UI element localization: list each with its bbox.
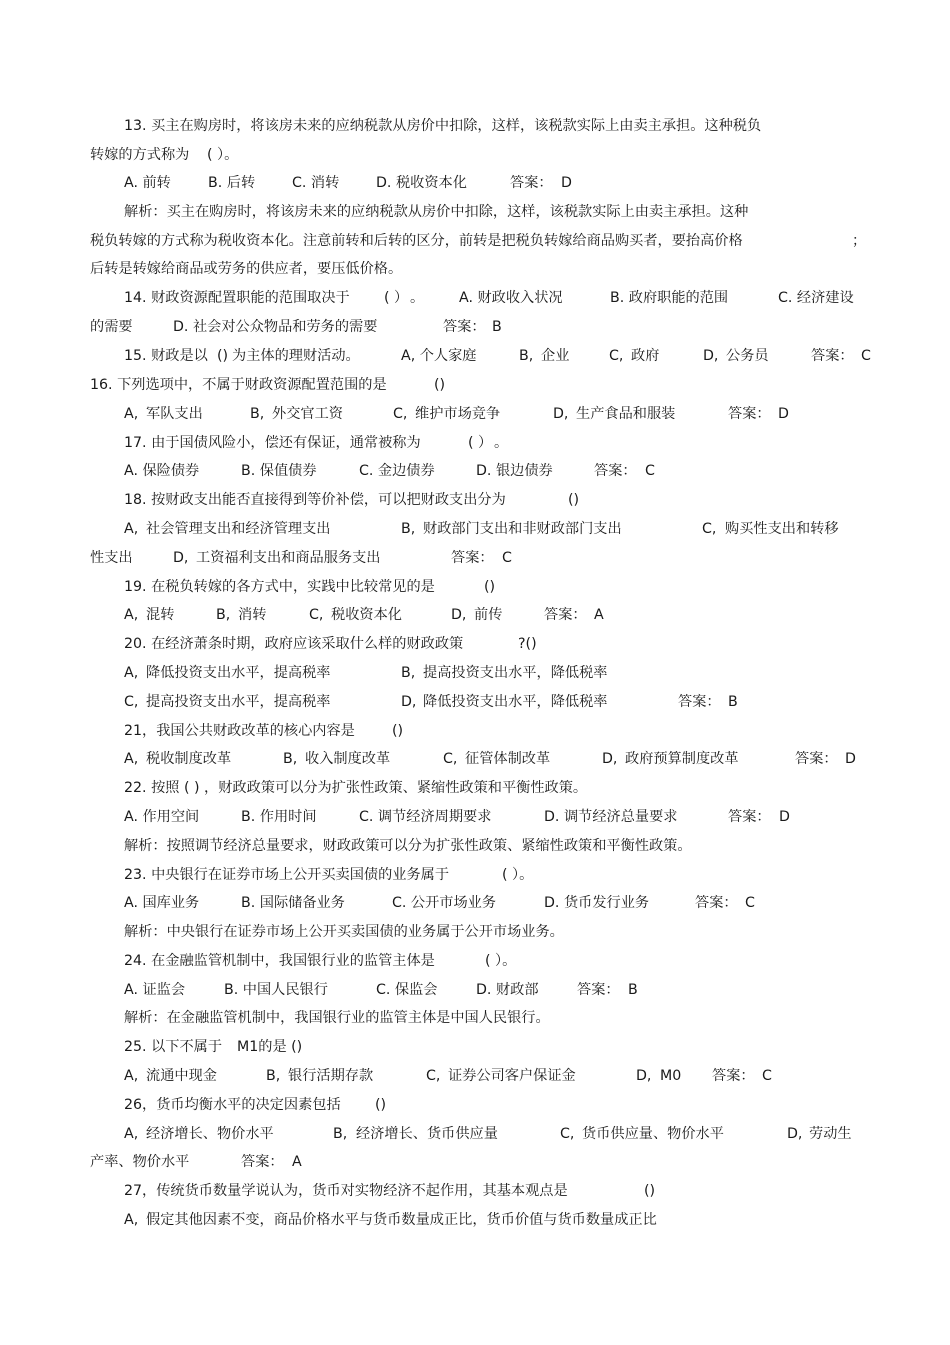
option-text: 工资福利支出和商品服务支出 [196, 550, 381, 566]
text-segment: 解析：按照调节经济总量要求，财政政策可以分为扩张性政策、紧缩性政策和平衡性政策。 [124, 838, 692, 854]
option-text: C. 调节经济周期要求 [359, 809, 492, 825]
option-letter: A, [124, 406, 139, 422]
option-text: A. 保险债券 [124, 463, 200, 479]
text-segment: 26，货币均衡水平的决定因素包括 [124, 1097, 341, 1113]
answer-label: 答案： [544, 607, 587, 623]
option-text: B. 中国人民银行 [224, 982, 328, 998]
option-text: 征管体制改革 [465, 751, 551, 767]
option-text: 政府 [631, 348, 660, 364]
option-letter: B, [401, 521, 416, 537]
option-text: 外交官工资 [272, 406, 343, 422]
text-segment: 性支出 [90, 550, 133, 566]
answer-value: B [492, 319, 502, 335]
option-text: 银行活期存款 [288, 1068, 374, 1084]
option-text: D. 货币发行业务 [544, 895, 650, 911]
answer-value: D [779, 809, 790, 825]
option-text: 提高投资支出水平，提高税率 [146, 694, 331, 710]
text-segment: 转嫁的方式称为 [90, 147, 190, 163]
text-segment: 16. 下列选项中，不属于财政资源配置范围的是 [90, 377, 387, 393]
option-text: 前传 [474, 607, 503, 623]
text-segment: ，财政政策可以分为扩张性政策、紧缩性政策和平衡性政策。 [204, 780, 588, 796]
answer-value: C [502, 550, 512, 566]
answer-label: 答案： [241, 1154, 284, 1170]
text-segment: () [392, 723, 404, 739]
option-letter: C, [393, 406, 408, 422]
answer-value: B [628, 982, 638, 998]
text-segment: 20. 在经济萧条时期，政府应该采取什么样的财政政策 [124, 636, 464, 652]
option-letter: B, [250, 406, 265, 422]
text-segment: ?() [518, 636, 537, 652]
option-text: 经济增长、货币供应量 [356, 1126, 498, 1142]
text-segment: 税负转嫁的方式称为税收资本化。注意前转和后转的区分，前转是把税负转嫁给商品购买者，要抬高价格 [90, 233, 743, 249]
answer-label: 答案： [510, 175, 553, 191]
answer-value: D [778, 406, 789, 422]
text-segment: ( ）。 [485, 953, 517, 969]
answer-value: C [745, 895, 755, 911]
option-text: D. 税收资本化 [376, 175, 467, 191]
option-letter: D, [787, 1126, 803, 1142]
option-text: B. 保值债券 [241, 463, 317, 479]
answer-label: 答案： [577, 982, 620, 998]
text-segment: 19. 在税负转嫁的各方式中，实践中比较常见的是 [124, 579, 435, 595]
text-segment: ( ）。 [502, 867, 534, 883]
option-text: 混转 [146, 607, 175, 623]
answer-label: 答案： [712, 1068, 755, 1084]
option-text: 劳动生 [809, 1126, 852, 1142]
option-text: C. 消转 [292, 175, 340, 191]
option-letter: C, [309, 607, 324, 623]
option-text: 假定其他因素不变，商品价格水平与货币数量成正比，货币价值与货币数量成正比 [146, 1212, 657, 1228]
answer-label: 答案： [594, 463, 637, 479]
option-letter: A, [124, 665, 139, 681]
option-text: D. 银边债券 [476, 463, 553, 479]
option-text: 社会管理支出和经济管理支出 [146, 521, 331, 537]
text-segment: 24. 在金融监管机制中，我国银行业的监管主体是 [124, 953, 435, 969]
option-text: M0 [660, 1068, 682, 1084]
option-text: C. 金边债券 [359, 463, 435, 479]
option-text: A. 国库业务 [124, 895, 200, 911]
answer-value: D [845, 751, 856, 767]
text-segment: 后转是转嫁给商品或劳务的供应者，要压低价格。 [90, 261, 403, 277]
text-segment: 17. 由于国债风险小，偿还有保证，通常被称为 [124, 435, 421, 451]
option-text: 企业 [541, 348, 570, 364]
text-segment: 为主体的理财活动。 [232, 348, 360, 364]
answer-value: C [762, 1068, 772, 1084]
option-text: 军队支出 [146, 406, 203, 422]
text-segment: 13. 买主在购房时，将该房未来的应纳税款从房价中扣除，这样，该税款实际上由卖主承担。这种税负 [124, 118, 762, 134]
answer-value: C [645, 463, 655, 479]
text-segment: ( ） [468, 435, 493, 451]
option-letter: A, [124, 1068, 139, 1084]
answer-value: D [561, 175, 572, 191]
option-text: 收入制度改革 [305, 751, 391, 767]
option-letter: C, [124, 694, 139, 710]
option-text: A, 个人家庭 [401, 348, 477, 364]
option-letter: C, [609, 348, 624, 364]
text-segment: 解析：中央银行在证券市场上公开买卖国债的业务属于公开市场业务。 [124, 924, 564, 940]
option-letter: B, [401, 665, 416, 681]
option-letter: C, [560, 1126, 575, 1142]
option-letter: B, [266, 1068, 281, 1084]
option-text: 降低投资支出水平，降低税率 [423, 694, 608, 710]
text-segment: () [484, 579, 496, 595]
text-segment: () [375, 1097, 387, 1113]
option-letter: D, [553, 406, 569, 422]
answer-label: 答案： [451, 550, 494, 566]
option-letter: B, [333, 1126, 348, 1142]
option-text: 生产食品和服装 [576, 406, 676, 422]
text-segment: 21，我国公共财政改革的核心内容是 [124, 723, 355, 739]
text-segment: () [644, 1183, 656, 1199]
option-text: A. 前转 [124, 175, 171, 191]
answer-label: 答案： [795, 751, 838, 767]
option-text: B. 政府职能的范围 [610, 290, 729, 306]
option-text: C. 公开市场业务 [392, 895, 497, 911]
option-text: 财政部门支出和非财政部门支出 [423, 521, 622, 537]
text-segment: ( ） [384, 290, 409, 306]
option-text: B. 后转 [208, 175, 256, 191]
option-text: D. 社会对公众物品和劳务的需要 [173, 319, 378, 335]
option-letter: C, [702, 521, 717, 537]
option-letter: A, [124, 607, 139, 623]
option-letter: D, [173, 550, 189, 566]
answer-label: 答案： [728, 406, 771, 422]
option-text: 证券公司客户保证金 [448, 1068, 576, 1084]
option-text: A. 财政收入状况 [459, 290, 563, 306]
option-text: 公务员 [726, 348, 769, 364]
text-segment: M1的是 () [237, 1039, 303, 1055]
option-text: 提高投资支出水平，降低税率 [423, 665, 608, 681]
answer-label: 答案： [695, 895, 738, 911]
option-letter: D, [602, 751, 618, 767]
text-segment: 解析：在金融监管机制中，我国银行业的监管主体是中国人民银行。 [124, 1010, 550, 1026]
text-segment: 22. 按照 ( ) [124, 780, 200, 796]
option-letter: B, [283, 751, 298, 767]
text-segment: 18. 按财政支出能否直接得到等价补偿，可以把财政支出分为 [124, 492, 506, 508]
option-text: 维护市场竞争 [415, 406, 501, 422]
answer-value: C [861, 348, 871, 364]
answer-label: 答案： [678, 694, 721, 710]
answer-value: A [594, 607, 604, 623]
text-segment: 27，传统货币数量学说认为，货币对实物经济不起作用，其基本观点是 [124, 1183, 568, 1199]
text-segment: 。 [410, 290, 425, 306]
answer-label: 答案： [443, 319, 486, 335]
answer-label: 答案： [728, 809, 771, 825]
text-segment: () [217, 348, 229, 364]
text-segment: () [434, 377, 446, 393]
text-segment: 解析：买主在购房时，将该房未来的应纳税款从房价中扣除，这样，该税款实际上由卖主承担。这种 [124, 204, 749, 220]
option-letter: B, [216, 607, 231, 623]
option-text: C. 保监会 [376, 982, 438, 998]
option-text: 货币供应量、物价水平 [582, 1126, 724, 1142]
option-letter: C, [426, 1068, 441, 1084]
option-text: 流通中现金 [146, 1068, 217, 1084]
text-segment: ( ）。 [207, 147, 239, 163]
option-letter: D, [401, 694, 417, 710]
option-text: 购买性支出和转移 [725, 521, 839, 537]
text-segment: 的需要 [90, 319, 133, 335]
text-segment: ； [852, 233, 867, 249]
answer-value: A [292, 1154, 302, 1170]
option-letter: A, [124, 751, 139, 767]
text-segment: 23. 中央银行在证券市场上公开买卖国债的业务属于 [124, 867, 450, 883]
option-text: B. 国际储备业务 [241, 895, 345, 911]
text-segment: 14. 财政资源配置职能的范围取决于 [124, 290, 350, 306]
answer-label: 答案： [811, 348, 854, 364]
option-letter: D, [703, 348, 719, 364]
option-letter: A, [124, 1212, 139, 1228]
option-letter: B, [519, 348, 534, 364]
option-text: B. 作用时间 [241, 809, 317, 825]
option-text: 经济增长、物价水平 [146, 1126, 274, 1142]
option-text: D. 调节经济总量要求 [544, 809, 678, 825]
option-text: 政府预算制度改革 [625, 751, 739, 767]
text-segment: () [568, 492, 580, 508]
option-text: D. 财政部 [476, 982, 539, 998]
option-letter: D, [451, 607, 467, 623]
option-text: 税收资本化 [331, 607, 402, 623]
option-letter: A, [124, 521, 139, 537]
text-segment: 。 [494, 435, 509, 451]
option-text: A. 证监会 [124, 982, 186, 998]
text-segment: 产率、物价水平 [90, 1154, 190, 1170]
option-letter: A, [124, 1126, 139, 1142]
option-letter: D, [636, 1068, 652, 1084]
option-text: A. 作用空间 [124, 809, 200, 825]
text-segment: 15. 财政是以 [124, 348, 208, 364]
text-segment: 25. 以下不属于 [124, 1039, 223, 1055]
option-text: 降低投资支出水平，提高税率 [146, 665, 331, 681]
option-text: 消转 [238, 607, 267, 623]
option-text: 税收制度改革 [146, 751, 232, 767]
answer-value: B [728, 694, 738, 710]
option-text: C. 经济建设 [778, 290, 854, 306]
option-letter: C, [443, 751, 458, 767]
